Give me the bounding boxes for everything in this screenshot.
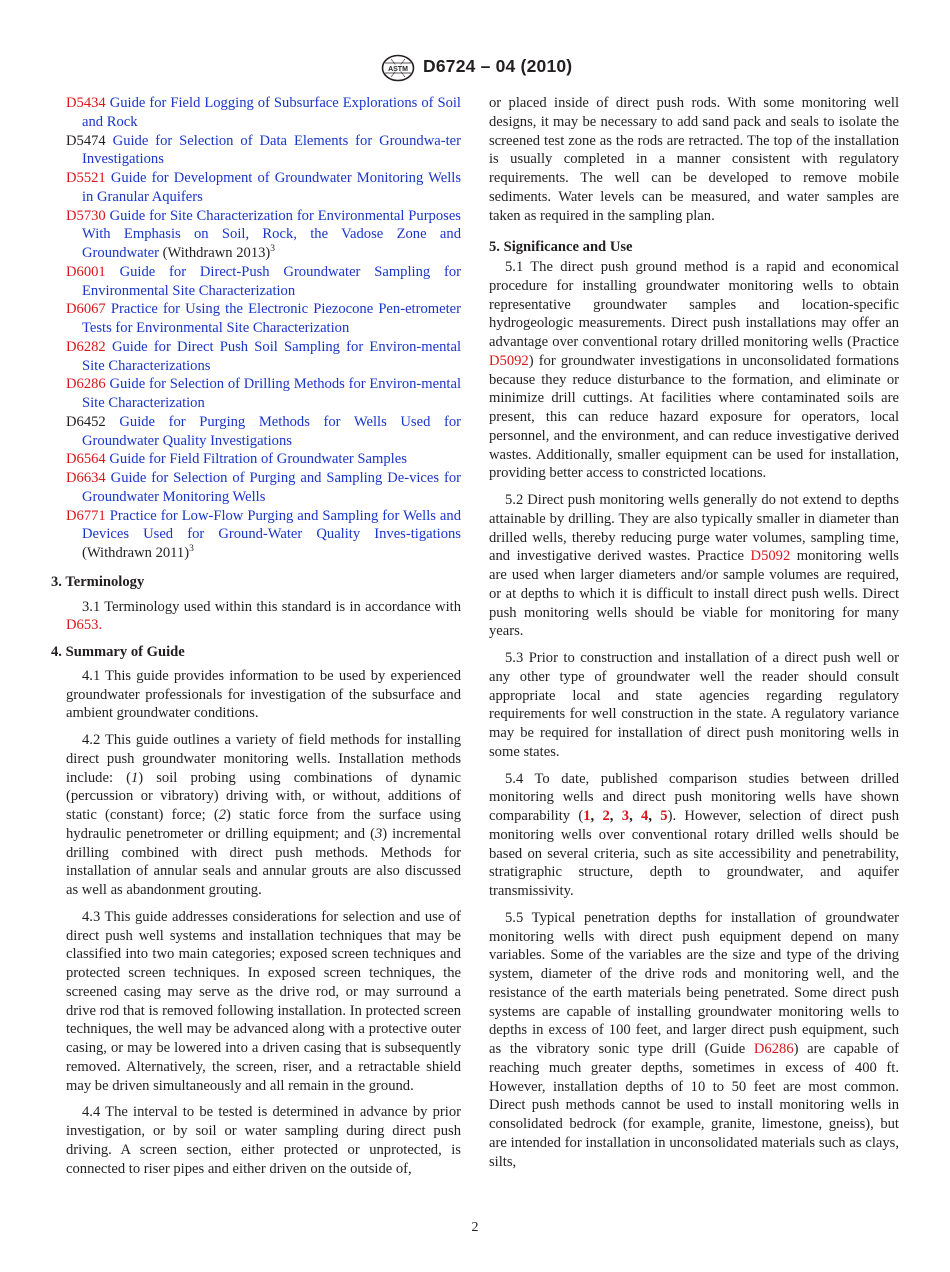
- reference-title[interactable]: Guide for Field Filtration of Groundwater Samples: [109, 451, 407, 468]
- reference-code[interactable]: D5434: [66, 95, 106, 111]
- section-4-heading: 4. Summary of Guide: [51, 644, 185, 660]
- page-header: [0, 54, 950, 84]
- reference-code: D6452: [66, 413, 106, 430]
- withdrawn-note: (Withdrawn 2011): [82, 545, 190, 561]
- citation-link[interactable]: 1: [583, 808, 591, 824]
- d5092-link[interactable]: D5092: [489, 352, 529, 369]
- paragraph-5-1: 5.1 The direct push ground method is a rapid and economical procedure for installing groundwater monitoring wells to obtain representative groundwater samples and location-specific hydrogeologic measurements. Direct push installations may offer an advantage over conventional rotary drilled monitoring wells (Practice D5092) for groundwater investigations in unconsolidated formations because they reduce disturbance to the formation, and eliminate or minimize drill cuttings. At facilities where contaminated soils are present, this can reduce hazard exposure for operators, local personnel, and the environment, and can reduce investigative derived wastes. Additionally, smaller equipment can be used for installation, providing better access to constricted locations.: [489, 259, 899, 482]
- paragraph-4-2: 4.2 This guide outlines a variety of field methods for installing direct push groundwater monitoring wells. Installation methods include: (1) soil probing using combinations of dynamic (percussion or vibratory) driving with, or without, additions of static (constant) force; (2) static force from the surface using hydraulic penetrometer or drilling equipment; and (3) incremental drilling combined with direct push methods. Methods for installation of annular seals and annular grouts are also discussed as well as abandonment grouting.: [66, 732, 461, 898]
- reference-code[interactable]: D6634: [66, 470, 106, 486]
- paragraph-4-3: 4.3 This guide addresses considerations for selection and use of direct push well systems and installation techniques that may be classified into two main categories; exposed screen techniques and protected screen techniques. In exposed screen techniques, the screened casing may serve as the drive rod, or may surround a drive rod that is removed following installation. In protected screen techniques, the well may be advanced along with a protective outer casing, or may be lowered into a driven casing that is subsequently removed. Alternatively, the screen, riser, and a retractable shield may be driven simultaneously and all remain in the ground.: [66, 908, 461, 1094]
- reference-code[interactable]: D5521: [66, 170, 106, 186]
- reference-code[interactable]: D6282: [66, 338, 106, 355]
- reference-code[interactable]: D5730: [66, 207, 106, 224]
- paragraph-4-4: 4.4 The interval to be tested is determined in advance by prior investigation, or by soil or water sampling during direct push driving. A screen section, either protected or unprotected, is connected to riser pipes and either driven on the outside of,: [66, 1104, 461, 1177]
- reference-item: [66, 94, 461, 132]
- reference-item: [66, 300, 461, 338]
- footnote-marker: 3: [189, 544, 194, 555]
- referenced-documents-list: [66, 94, 461, 563]
- reference-title[interactable]: Guide for Selection of Purging and Sampling De-vices for Groundwater Monitoring Wells: [82, 470, 461, 505]
- section-5-heading: 5. Significance and Use: [489, 239, 633, 256]
- reference-code[interactable]: D6001: [66, 263, 106, 280]
- d6286-link[interactable]: D6286: [753, 1041, 794, 1057]
- reference-item: [66, 169, 461, 207]
- reference-title[interactable]: Guide for Field Logging of Subsurface Explorations of Soil and Rock: [82, 95, 461, 130]
- reference-item: [66, 469, 461, 507]
- citation-link[interactable]: 2: [602, 808, 610, 824]
- reference-title[interactable]: Guide for Selection of Data Elements for Groundwa-ter Investigations: [82, 132, 461, 168]
- right-column: [489, 94, 899, 1179]
- reference-code[interactable]: D6564: [66, 451, 106, 468]
- d653-link[interactable]: D653: [66, 617, 99, 634]
- reference-title[interactable]: Guide for Development of Groundwater Monitoring Wells in Granular Aquifers: [82, 170, 461, 205]
- document-title: D6724 – 04 (2010): [423, 56, 573, 76]
- paragraph-5-4: 5.4 To date, published comparison studies between drilled monitoring wells and direct push monitoring wells have shown comparability (1, 2, 3, 4, 5). However, selection of direct push monitoring wells over conventional rotary drilled wells should be based on several criteria, such as site accessibility and penetrability, stratigraphic structure, depth to groundwater, and aquifer transmissivity.: [489, 770, 900, 899]
- reference-title[interactable]: Guide for Selection of Drilling Methods for Environ-mental Site Characterization: [82, 376, 461, 411]
- reference-code[interactable]: D6067: [66, 301, 106, 318]
- paragraph-3-1: 3.1 Terminology used within this standard is in accordance with D653.: [66, 598, 461, 634]
- reference-item: [66, 207, 461, 263]
- reference-item: [66, 338, 461, 376]
- reference-item: [66, 450, 461, 469]
- citation-link[interactable]: 3: [621, 808, 630, 824]
- reference-title[interactable]: Guide for Site Characterization for Environmental Purposes With Emphasis on Soil, Rock, the Vadose Zone and Groundwater: [82, 207, 461, 261]
- reference-item: [66, 413, 461, 451]
- reference-item: [66, 507, 461, 563]
- paragraph-4-1: 4.1 This guide provides information to be used by experienced groundwater professionals for investigation of the subsurface and ambient groundwater conditions.: [66, 667, 461, 722]
- citation-link[interactable]: 5: [660, 808, 668, 824]
- reference-item: [66, 263, 461, 301]
- paragraph-5-3: 5.3 Prior to construction and installation of a direct push well or any other type of groundwater well the reader should consult appropriate local and state agencies regarding regulatory requirements for well construction in the state. A regulatory variance may be required for installation of direct push monitoring wells in some states.: [489, 650, 899, 760]
- reference-item: [66, 132, 461, 170]
- paragraph-5-5: 5.5 Typical penetration depths for installation of groundwater monitoring wells with direct push equipment depend on many variables. Some of the variables are the size and type of the driving system, diameter of the drive rods and monitoring well, and the resistance of the earth materials being penetrated. Some direct push systems are capable of installing groundwater monitoring wells to depths in excess of 100 feet, and larger direct push equipment, such as the vibratory sonic type drill (Guide D6286) are capable of reaching much greater depths, sometimes in excess of 400 ft. However, installation depths of 10 to 50 feet are most common. Direct push methods cannot be used to install monitoring wells in consolidated bedrock (for example, granite, limestone, gneiss), but are intended for installation in unconsolidated materials such as clays, silts,: [489, 909, 899, 1170]
- paragraph-4-4-continued: or placed inside of direct push rods. With some monitoring well designs, it may be necessary to add sand pack and seals to isolate the screened test zone as the rods are retracted. The top of the installation is usually completed in a manner consistent with regulatory requirements. The well can be developed to remove mobile sediments. Water levels can be measured, and water samples are taken as required in the sampling plan.: [489, 95, 899, 224]
- footnote-marker: 3: [270, 244, 276, 255]
- reference-title[interactable]: Practice for Low-Flow Purging and Sampling for Wells and Devices Used for Ground-Water Quality Inves-tigations: [82, 507, 461, 543]
- reference-title[interactable]: Guide for Purging Methods for Wells Used for Groundwater Quality Investigations: [82, 413, 461, 449]
- citation-link[interactable]: 4: [641, 808, 649, 824]
- reference-code: D5474: [66, 132, 106, 149]
- withdrawn-note: (Withdrawn 2013): [162, 245, 271, 261]
- reference-code[interactable]: D6286: [66, 376, 106, 393]
- reference-title[interactable]: Guide for Direct-Push Groundwater Sampling for Environmental Site Characterization: [82, 263, 462, 299]
- astm-logo-icon: [381, 54, 415, 82]
- reference-code[interactable]: D6771: [66, 507, 106, 524]
- logo-text: ASTM: [388, 65, 408, 73]
- section-3-heading: 3. Terminology: [51, 573, 145, 590]
- paragraph-5-2: 5.2 Direct push monitoring wells generally do not extend to depths attainable by drilling. They are also typically smaller in diameter than drilled wells, thereby reducing purge water volumes, sampling time, and investigative derived wastes. Practice D5092 monitoring wells are used when larger diameters and/or sample volumes are required, or at depths to which it is difficult to install direct push wells. Direct push monitoring wells should be viable for monitoring for many years.: [489, 492, 899, 640]
- reference-title[interactable]: Practice for Using the Electronic Piezocone Pen-etrometer Tests for Environmental Site Characterization: [82, 301, 461, 336]
- left-column: [51, 94, 462, 1186]
- d5092-link[interactable]: D5092: [750, 548, 791, 565]
- reference-item: [66, 375, 461, 413]
- reference-title[interactable]: Guide for Direct Push Soil Sampling for Environ-mental Site Characterizations: [82, 338, 462, 374]
- page-number: 2: [471, 1220, 479, 1235]
